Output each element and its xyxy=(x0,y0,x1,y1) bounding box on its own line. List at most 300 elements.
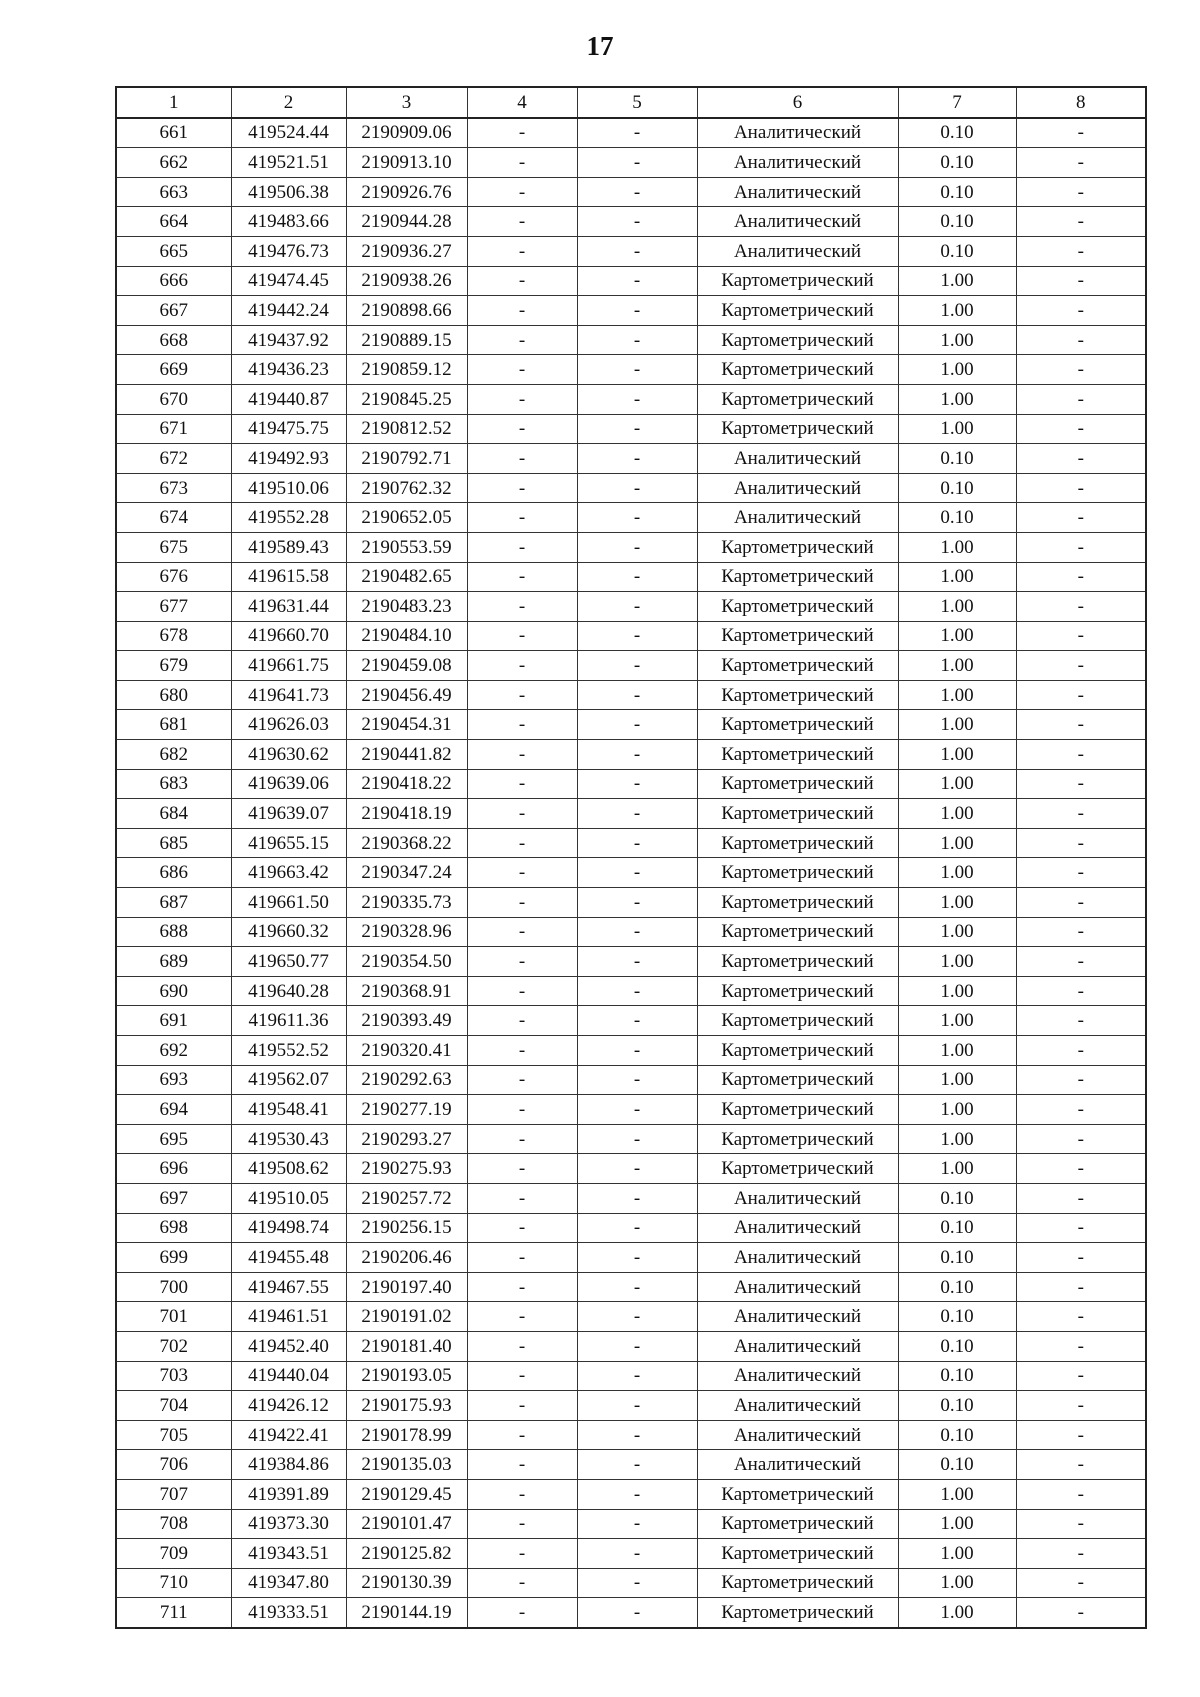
table-cell-col-1: 682 xyxy=(116,740,231,770)
table-cell-col-1: 692 xyxy=(116,1036,231,1066)
table-cell-col-3: 2190483.23 xyxy=(346,592,467,622)
table-cell-col-1: 697 xyxy=(116,1183,231,1213)
table-cell-col-4: - xyxy=(467,266,577,296)
table-cell-col-1: 702 xyxy=(116,1331,231,1361)
table-cell-col-3: 2190484.10 xyxy=(346,621,467,651)
table-cell-col-5: - xyxy=(577,236,697,266)
table-cell-col-4: - xyxy=(467,917,577,947)
table-cell-col-2: 419476.73 xyxy=(231,236,346,266)
table-cell-col-1: 699 xyxy=(116,1243,231,1273)
table-cell-col-2: 419440.87 xyxy=(231,384,346,414)
table-cell-col-3: 2190178.99 xyxy=(346,1420,467,1450)
table-cell-col-2: 419655.15 xyxy=(231,828,346,858)
table-cell-col-3: 2190762.32 xyxy=(346,473,467,503)
table-cell-col-5: - xyxy=(577,1095,697,1125)
table-cell-col-3: 2190456.49 xyxy=(346,680,467,710)
table-cell-col-7: 1.00 xyxy=(898,621,1016,651)
table-row xyxy=(116,1124,1146,1154)
table-cell-col-7: 0.10 xyxy=(898,207,1016,237)
table-cell-col-5: - xyxy=(577,621,697,651)
table-cell-col-6: Картометрический xyxy=(697,1036,898,1066)
table-cell-col-8: - xyxy=(1016,1006,1146,1036)
table-cell-col-1: 671 xyxy=(116,414,231,444)
table-cell-col-2: 419510.06 xyxy=(231,473,346,503)
table-cell-col-1: 669 xyxy=(116,355,231,385)
table-cell-col-6: Аналитический xyxy=(697,1420,898,1450)
table-cell-col-3: 2190454.31 xyxy=(346,710,467,740)
table-cell-col-3: 2190913.10 xyxy=(346,148,467,178)
table-cell-col-8: - xyxy=(1016,1479,1146,1509)
table-cell-col-4: - xyxy=(467,1213,577,1243)
table-row xyxy=(116,444,1146,474)
table-cell-col-8: - xyxy=(1016,1036,1146,1066)
table-row xyxy=(116,266,1146,296)
table-cell-col-6: Картометрический xyxy=(697,710,898,740)
table-cell-col-1: 707 xyxy=(116,1479,231,1509)
table-row xyxy=(116,325,1146,355)
table-row xyxy=(116,177,1146,207)
table-cell-col-4: - xyxy=(467,148,577,178)
table-cell-col-4: - xyxy=(467,384,577,414)
table-cell-col-4: - xyxy=(467,1124,577,1154)
table-cell-col-3: 2190944.28 xyxy=(346,207,467,237)
table-cell-col-7: 0.10 xyxy=(898,1302,1016,1332)
table-cell-col-3: 2190135.03 xyxy=(346,1450,467,1480)
table-row xyxy=(116,1006,1146,1036)
table-cell-col-7: 0.10 xyxy=(898,1331,1016,1361)
table-cell-col-8: - xyxy=(1016,1272,1146,1302)
table-cell-col-7: 1.00 xyxy=(898,1154,1016,1184)
table-cell-col-2: 419660.70 xyxy=(231,621,346,651)
table-cell-col-7: 1.00 xyxy=(898,1124,1016,1154)
table-cell-col-1: 690 xyxy=(116,976,231,1006)
table-cell-col-6: Картометрический xyxy=(697,976,898,1006)
table-cell-col-5: - xyxy=(577,1331,697,1361)
table-cell-col-1: 687 xyxy=(116,888,231,918)
table-cell-col-5: - xyxy=(577,917,697,947)
table-cell-col-7: 0.10 xyxy=(898,148,1016,178)
table-cell-col-2: 419521.51 xyxy=(231,148,346,178)
table-cell-col-8: - xyxy=(1016,1450,1146,1480)
table-cell-col-4: - xyxy=(467,1568,577,1598)
table-cell-col-6: Картометрический xyxy=(697,947,898,977)
table-cell-col-4: - xyxy=(467,947,577,977)
table-cell-col-4: - xyxy=(467,1183,577,1213)
table-cell-col-7: 1.00 xyxy=(898,888,1016,918)
table-cell-col-4: - xyxy=(467,592,577,622)
table-cell-col-4: - xyxy=(467,1006,577,1036)
table-cell-col-3: 2190101.47 xyxy=(346,1509,467,1539)
table-cell-col-1: 695 xyxy=(116,1124,231,1154)
table-cell-col-4: - xyxy=(467,621,577,651)
table-cell-col-6: Аналитический xyxy=(697,1183,898,1213)
table-row xyxy=(116,1420,1146,1450)
table-cell-col-4: - xyxy=(467,828,577,858)
table-cell-col-4: - xyxy=(467,414,577,444)
table-row xyxy=(116,384,1146,414)
table-cell-col-1: 711 xyxy=(116,1598,231,1628)
table-row xyxy=(116,1243,1146,1273)
table-cell-col-7: 1.00 xyxy=(898,1036,1016,1066)
table-cell-col-3: 2190193.05 xyxy=(346,1361,467,1391)
table-cell-col-8: - xyxy=(1016,473,1146,503)
table-cell-col-3: 2190144.19 xyxy=(346,1598,467,1628)
table-row xyxy=(116,473,1146,503)
table-cell-col-6: Картометрический xyxy=(697,592,898,622)
table-cell-col-2: 419483.66 xyxy=(231,207,346,237)
table-cell-col-5: - xyxy=(577,710,697,740)
table-cell-col-4: - xyxy=(467,976,577,1006)
table-cell-col-5: - xyxy=(577,1479,697,1509)
table-cell-col-6: Картометрический xyxy=(697,740,898,770)
table-cell-col-5: - xyxy=(577,1006,697,1036)
table-cell-col-1: 705 xyxy=(116,1420,231,1450)
table-cell-col-1: 672 xyxy=(116,444,231,474)
table-cell-col-4: - xyxy=(467,1450,577,1480)
table-cell-col-4: - xyxy=(467,1154,577,1184)
table-cell-col-8: - xyxy=(1016,592,1146,622)
table-cell-col-6: Картометрический xyxy=(697,917,898,947)
table-row xyxy=(116,148,1146,178)
table-cell-col-3: 2190859.12 xyxy=(346,355,467,385)
table-cell-col-8: - xyxy=(1016,266,1146,296)
table-cell-col-6: Аналитический xyxy=(697,1391,898,1421)
table-cell-col-5: - xyxy=(577,1154,697,1184)
table-cell-col-8: - xyxy=(1016,1213,1146,1243)
table-cell-col-6: Аналитический xyxy=(697,118,898,148)
table-cell-col-6: Аналитический xyxy=(697,1331,898,1361)
table-cell-col-8: - xyxy=(1016,207,1146,237)
table-cell-col-3: 2190812.52 xyxy=(346,414,467,444)
table-cell-col-3: 2190129.45 xyxy=(346,1479,467,1509)
table-cell-col-6: Картометрический xyxy=(697,1509,898,1539)
table-cell-col-2: 419626.03 xyxy=(231,710,346,740)
table-cell-col-6: Картометрический xyxy=(697,414,898,444)
table-cell-col-5: - xyxy=(577,828,697,858)
table-cell-col-4: - xyxy=(467,1302,577,1332)
table-cell-col-8: - xyxy=(1016,1302,1146,1332)
table-cell-col-8: - xyxy=(1016,1391,1146,1421)
table-cell-col-5: - xyxy=(577,1272,697,1302)
table-cell-col-2: 419562.07 xyxy=(231,1065,346,1095)
table-cell-col-8: - xyxy=(1016,325,1146,355)
table-cell-col-3: 2190257.72 xyxy=(346,1183,467,1213)
table-cell-col-2: 419422.41 xyxy=(231,1420,346,1450)
table-cell-col-2: 419436.23 xyxy=(231,355,346,385)
table-cell-col-2: 419650.77 xyxy=(231,947,346,977)
table-cell-col-1: 670 xyxy=(116,384,231,414)
table-cell-col-8: - xyxy=(1016,680,1146,710)
table-cell-col-2: 419615.58 xyxy=(231,562,346,592)
table-cell-col-8: - xyxy=(1016,1331,1146,1361)
table-cell-col-8: - xyxy=(1016,1539,1146,1569)
table-row xyxy=(116,592,1146,622)
table-cell-col-3: 2190335.73 xyxy=(346,888,467,918)
table-cell-col-1: 700 xyxy=(116,1272,231,1302)
table-cell-col-7: 0.10 xyxy=(898,1183,1016,1213)
table-cell-col-5: - xyxy=(577,769,697,799)
table-cell-col-5: - xyxy=(577,532,697,562)
table-cell-col-8: - xyxy=(1016,532,1146,562)
table-cell-col-8: - xyxy=(1016,177,1146,207)
table-cell-col-5: - xyxy=(577,680,697,710)
table-cell-col-7: 1.00 xyxy=(898,355,1016,385)
table-cell-col-5: - xyxy=(577,1065,697,1095)
table-cell-col-2: 419510.05 xyxy=(231,1183,346,1213)
table-row xyxy=(116,1036,1146,1066)
table-cell-col-4: - xyxy=(467,799,577,829)
table-cell-col-8: - xyxy=(1016,1124,1146,1154)
table-cell-col-4: - xyxy=(467,1361,577,1391)
table-cell-col-1: 686 xyxy=(116,858,231,888)
table-cell-col-5: - xyxy=(577,296,697,326)
table-cell-col-6: Картометрический xyxy=(697,384,898,414)
table-cell-col-2: 419631.44 xyxy=(231,592,346,622)
table-cell-col-3: 2190792.71 xyxy=(346,444,467,474)
table-cell-col-1: 691 xyxy=(116,1006,231,1036)
table-cell-col-2: 419660.32 xyxy=(231,917,346,947)
table-cell-col-7: 1.00 xyxy=(898,1095,1016,1125)
table-cell-col-6: Картометрический xyxy=(697,325,898,355)
table-row xyxy=(116,1065,1146,1095)
table-cell-col-7: 0.10 xyxy=(898,1272,1016,1302)
table-cell-col-2: 419552.28 xyxy=(231,503,346,533)
table-cell-col-5: - xyxy=(577,1124,697,1154)
table-cell-col-2: 419474.45 xyxy=(231,266,346,296)
table-cell-col-5: - xyxy=(577,888,697,918)
table-cell-col-1: 693 xyxy=(116,1065,231,1095)
table-cell-col-7: 1.00 xyxy=(898,740,1016,770)
table-cell-col-6: Картометрический xyxy=(697,1124,898,1154)
table-cell-col-2: 419508.62 xyxy=(231,1154,346,1184)
table-cell-col-1: 684 xyxy=(116,799,231,829)
table-cell-col-3: 2190275.93 xyxy=(346,1154,467,1184)
table-cell-col-6: Аналитический xyxy=(697,1272,898,1302)
table-cell-col-8: - xyxy=(1016,503,1146,533)
table-cell-col-2: 419506.38 xyxy=(231,177,346,207)
table-cell-col-6: Картометрический xyxy=(697,651,898,681)
table-cell-col-6: Аналитический xyxy=(697,444,898,474)
table-cell-col-2: 419437.92 xyxy=(231,325,346,355)
table-row xyxy=(116,503,1146,533)
table-header-row xyxy=(116,87,1146,118)
table-cell-col-3: 2190197.40 xyxy=(346,1272,467,1302)
table-cell-col-2: 419639.06 xyxy=(231,769,346,799)
table-cell-col-4: - xyxy=(467,1509,577,1539)
table-cell-col-4: - xyxy=(467,207,577,237)
table-cell-col-3: 2190175.93 xyxy=(346,1391,467,1421)
table-cell-col-3: 2190292.63 xyxy=(346,1065,467,1095)
table-cell-col-8: - xyxy=(1016,1243,1146,1273)
table-cell-col-3: 2190926.76 xyxy=(346,177,467,207)
table-cell-col-1: 668 xyxy=(116,325,231,355)
table-cell-col-8: - xyxy=(1016,1154,1146,1184)
table-cell-col-3: 2190441.82 xyxy=(346,740,467,770)
table-row xyxy=(116,858,1146,888)
table-cell-col-1: 662 xyxy=(116,148,231,178)
table-cell-col-1: 675 xyxy=(116,532,231,562)
table-cell-col-1: 703 xyxy=(116,1361,231,1391)
table-row xyxy=(116,118,1146,148)
table-cell-col-3: 2190936.27 xyxy=(346,236,467,266)
table-cell-col-5: - xyxy=(577,1361,697,1391)
column-header-4: 4 xyxy=(467,87,577,118)
table-cell-col-4: - xyxy=(467,888,577,918)
table-cell-col-5: - xyxy=(577,562,697,592)
table-row xyxy=(116,562,1146,592)
table-cell-col-3: 2190482.65 xyxy=(346,562,467,592)
table-row xyxy=(116,680,1146,710)
table-cell-col-4: - xyxy=(467,1065,577,1095)
table-row xyxy=(116,414,1146,444)
table-cell-col-4: - xyxy=(467,118,577,148)
table-cell-col-7: 0.10 xyxy=(898,503,1016,533)
table-cell-col-7: 1.00 xyxy=(898,1598,1016,1628)
table-cell-col-6: Картометрический xyxy=(697,888,898,918)
table-cell-col-1: 667 xyxy=(116,296,231,326)
table-cell-col-3: 2190293.27 xyxy=(346,1124,467,1154)
table-cell-col-6: Картометрический xyxy=(697,1479,898,1509)
table-cell-col-6: Аналитический xyxy=(697,473,898,503)
table-cell-col-8: - xyxy=(1016,1183,1146,1213)
table-cell-col-1: 680 xyxy=(116,680,231,710)
table-cell-col-1: 663 xyxy=(116,177,231,207)
table-cell-col-4: - xyxy=(467,503,577,533)
table-cell-col-3: 2190418.19 xyxy=(346,799,467,829)
table-cell-col-4: - xyxy=(467,473,577,503)
table-cell-col-2: 419611.36 xyxy=(231,1006,346,1036)
table-cell-col-6: Картометрический xyxy=(697,1095,898,1125)
table-cell-col-5: - xyxy=(577,976,697,1006)
table-cell-col-3: 2190909.06 xyxy=(346,118,467,148)
table-cell-col-8: - xyxy=(1016,236,1146,266)
table-cell-col-1: 679 xyxy=(116,651,231,681)
table-cell-col-5: - xyxy=(577,1183,697,1213)
table-cell-col-8: - xyxy=(1016,118,1146,148)
table-cell-col-7: 0.10 xyxy=(898,118,1016,148)
table-cell-col-3: 2190889.15 xyxy=(346,325,467,355)
table-cell-col-1: 688 xyxy=(116,917,231,947)
table-cell-col-3: 2190459.08 xyxy=(346,651,467,681)
table-cell-col-8: - xyxy=(1016,1361,1146,1391)
table-cell-col-6: Картометрический xyxy=(697,296,898,326)
table-cell-col-4: - xyxy=(467,680,577,710)
table-cell-col-8: - xyxy=(1016,384,1146,414)
table-cell-col-5: - xyxy=(577,355,697,385)
table-cell-col-1: 706 xyxy=(116,1450,231,1480)
table-cell-col-5: - xyxy=(577,384,697,414)
table-cell-col-6: Картометрический xyxy=(697,266,898,296)
table-cell-col-8: - xyxy=(1016,414,1146,444)
table-cell-col-8: - xyxy=(1016,828,1146,858)
table-cell-col-8: - xyxy=(1016,148,1146,178)
table-cell-col-3: 2190320.41 xyxy=(346,1036,467,1066)
table-row xyxy=(116,1568,1146,1598)
table-row xyxy=(116,1479,1146,1509)
table-cell-col-5: - xyxy=(577,799,697,829)
table-cell-col-3: 2190652.05 xyxy=(346,503,467,533)
table-cell-col-1: 674 xyxy=(116,503,231,533)
table-cell-col-4: - xyxy=(467,1391,577,1421)
table-row xyxy=(116,296,1146,326)
table-cell-col-8: - xyxy=(1016,296,1146,326)
table-cell-col-3: 2190191.02 xyxy=(346,1302,467,1332)
table-row xyxy=(116,1302,1146,1332)
table-cell-col-5: - xyxy=(577,1509,697,1539)
table-row xyxy=(116,1183,1146,1213)
table-cell-col-2: 419452.40 xyxy=(231,1331,346,1361)
column-header-6: 6 xyxy=(697,87,898,118)
table-cell-col-6: Картометрический xyxy=(697,532,898,562)
table-cell-col-6: Картометрический xyxy=(697,562,898,592)
table-cell-col-7: 1.00 xyxy=(898,592,1016,622)
table-cell-col-7: 1.00 xyxy=(898,651,1016,681)
table-cell-col-4: - xyxy=(467,236,577,266)
table-cell-col-1: 683 xyxy=(116,769,231,799)
table-cell-col-5: - xyxy=(577,651,697,681)
table-cell-col-1: 710 xyxy=(116,1568,231,1598)
table-cell-col-6: Картометрический xyxy=(697,799,898,829)
table-cell-col-5: - xyxy=(577,1213,697,1243)
table-cell-col-4: - xyxy=(467,562,577,592)
table-cell-col-2: 419475.75 xyxy=(231,414,346,444)
table-cell-col-1: 665 xyxy=(116,236,231,266)
table-cell-col-2: 419455.48 xyxy=(231,1243,346,1273)
table-cell-col-3: 2190277.19 xyxy=(346,1095,467,1125)
table-cell-col-5: - xyxy=(577,1450,697,1480)
table-cell-col-3: 2190368.91 xyxy=(346,976,467,1006)
table-cell-col-4: - xyxy=(467,740,577,770)
column-header-2: 2 xyxy=(231,87,346,118)
table-cell-col-8: - xyxy=(1016,710,1146,740)
table-cell-col-1: 708 xyxy=(116,1509,231,1539)
page-number: 17 xyxy=(586,31,614,61)
table-cell-col-5: - xyxy=(577,1036,697,1066)
table-cell-col-1: 698 xyxy=(116,1213,231,1243)
table-cell-col-2: 419440.04 xyxy=(231,1361,346,1391)
table-row xyxy=(116,710,1146,740)
table-row xyxy=(116,917,1146,947)
table-cell-col-7: 1.00 xyxy=(898,1479,1016,1509)
table-cell-col-7: 1.00 xyxy=(898,562,1016,592)
table-cell-col-3: 2190256.15 xyxy=(346,1213,467,1243)
table-cell-col-5: - xyxy=(577,1539,697,1569)
table-cell-col-7: 1.00 xyxy=(898,325,1016,355)
table-cell-col-7: 0.10 xyxy=(898,236,1016,266)
table-cell-col-6: Аналитический xyxy=(697,1450,898,1480)
table-cell-col-2: 419589.43 xyxy=(231,532,346,562)
table-row xyxy=(116,532,1146,562)
table-cell-col-8: - xyxy=(1016,355,1146,385)
table-cell-col-2: 419426.12 xyxy=(231,1391,346,1421)
table-cell-col-7: 1.00 xyxy=(898,1006,1016,1036)
table-cell-col-7: 1.00 xyxy=(898,296,1016,326)
table-cell-col-6: Аналитический xyxy=(697,1213,898,1243)
column-header-7: 7 xyxy=(898,87,1016,118)
table-cell-col-3: 2190328.96 xyxy=(346,917,467,947)
table-cell-col-5: - xyxy=(577,177,697,207)
table-cell-col-2: 419343.51 xyxy=(231,1539,346,1569)
table-cell-col-7: 1.00 xyxy=(898,710,1016,740)
table-cell-col-7: 1.00 xyxy=(898,917,1016,947)
table-cell-col-2: 419492.93 xyxy=(231,444,346,474)
table-cell-col-8: - xyxy=(1016,1598,1146,1628)
table-cell-col-6: Аналитический xyxy=(697,503,898,533)
table-cell-col-5: - xyxy=(577,148,697,178)
table-cell-col-6: Аналитический xyxy=(697,148,898,178)
table-cell-col-3: 2190898.66 xyxy=(346,296,467,326)
table-cell-col-1: 689 xyxy=(116,947,231,977)
